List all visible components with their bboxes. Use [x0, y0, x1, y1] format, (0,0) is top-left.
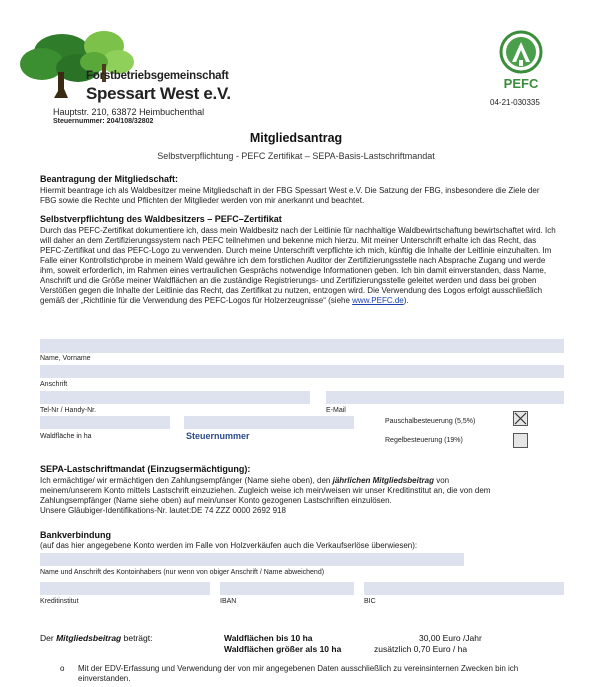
- bic-label: BIC: [364, 598, 376, 605]
- regel-label: Regelbesteuerung (19%): [385, 437, 463, 444]
- fee-intro: [40, 633, 152, 644]
- fee-row2-value: zusätzlich 0,70 Euro / ha: [374, 644, 468, 654]
- org-name-line1: Forstbetriebsgemeinschaft: [86, 70, 229, 82]
- pauschal-label: Pauschalbesteuerung (5,5%): [385, 418, 476, 425]
- org-tax-number: Steuernummer: 204/108/32802: [53, 118, 154, 125]
- sepa-text: [40, 476, 560, 516]
- name-field-2[interactable]: [40, 365, 564, 378]
- pefc-logo: [492, 30, 550, 94]
- fee-intro-a: Der: [40, 633, 57, 643]
- account-holder-field[interactable]: [40, 553, 464, 566]
- consent-text: Mit der EDV-Erfassung und Verwendung der von mir angegebenen Daten ausschließlich zu vereinsinternen Zwecken bin ich einverstanden.: [78, 664, 519, 683]
- selbstverpflichtung-text: [40, 226, 558, 306]
- fee-intro-c: beträgt:: [121, 633, 153, 643]
- phone-label: Tel-Nr / Handy-Nr.: [40, 407, 97, 414]
- steuernummer-label: Steuernummer: [186, 431, 250, 441]
- bank-heading: Bankverbindung: [40, 530, 112, 540]
- name-field[interactable]: [40, 339, 564, 353]
- sepa-line1-b: jährlichen Mitgliedsbeitrag: [332, 476, 434, 485]
- consent-bullet: o: [60, 664, 65, 673]
- bank-field[interactable]: [40, 582, 210, 595]
- phone-field[interactable]: [40, 416, 170, 429]
- fee-intro-b: Mitgliedsbeitrag: [56, 633, 122, 643]
- waldflaeche-field[interactable]: [184, 416, 354, 429]
- bic-field[interactable]: [364, 582, 564, 595]
- name-label: Name, Vorname: [40, 355, 91, 362]
- page-subtitle: Selbstverpflichtung - PEFC Zertifikat – SEPA-Basis-Lastschriftmandat: [157, 151, 435, 161]
- selbstverpflichtung-body: Durch das PEFC-Zertifikat dokumentiere ich, dass mein Waldbesitz nach der Leitlinie für nachhaltige Waldbewirtschaftung bewirtschaftet wird. Ich will daher an dem Zertifizierungssystem nach PEFC teilnehmen und bekenne mich hierzu. Mit meiner Unterschrift erhalte ich das Recht, das PEFC-Zertifikat und das PEFC-Logo zu verwenden. Durch meine Unterschrift verpflichte ich mich, künftig die Inhalte der Leitlinie einzuhalten. Im Falle einer Kontrollstichprobe in meinem Wald gewähre ich dem forstlichen Auditor der Zertifizierungsstelle nach Absprache Zugang und werde ihm, soweit erforderlich, im Rahmen eines vertraulichen Gesprächs notwendige Informationen geben. Ich bin damit einverstanden, dass Name, Anschrift und die Größe meiner Waldflächen an die zuständige Registrierungs- und Zertifizierungsstelle geleitet werden und dass bei groben Verstößen gegen die Inhalte der Leitlinie das Recht, das Zertifikat zu nutzen, entzogen wird. Die Verwendung des Logos erfolgt ausschließlich gemäß der „Richtlinie für die Verwendung des PEFC-Logos für Holzerzeugnisse“ (siehe: [40, 226, 556, 305]
- pefc-logo-text: PEFC: [503, 76, 539, 91]
- page-title: Mitgliedsantrag: [249, 131, 343, 145]
- pefc-link[interactable]: www.PEFC.de: [352, 296, 404, 305]
- address-field-2[interactable]: [326, 391, 564, 404]
- sepa-line2: meinem/unserem Konto mittels Lastschrift einzuziehen. Zugleich weise ich mein/weisen wir unser Kreditinstitut an, die von dem: [40, 486, 491, 495]
- regel-checkbox[interactable]: [513, 433, 528, 448]
- org-address: Hauptstr. 210, 63872 Heimbuchenthal: [53, 107, 205, 117]
- account-holder-label: Name und Anschrift des Kontoinhabers (nur wenn von obiger Anschrift / Name abweichend): [40, 569, 325, 576]
- sepa-line4: Unsere Gläubiger-Identifikations-Nr. lautet:DE 74 ZZZ 0000 2692 918: [40, 506, 286, 515]
- email-label: E-Mail: [326, 407, 346, 414]
- fee-row2-label: Waldflächen größer als 10 ha: [224, 644, 342, 654]
- address-label: Anschrift: [40, 381, 68, 388]
- fee-row1-value: 30,00 Euro /Jahr: [419, 633, 482, 643]
- iban-label: IBAN: [220, 598, 237, 605]
- checked-x-icon: [514, 412, 527, 425]
- beantragung-heading: Beantragung der Mitgliedschaft:: [40, 174, 179, 184]
- beantragung-text: Hiermit beantrage ich als Waldbesitzer meine Mitgliedschaft in der FBG Spessart West e.V. Die Satzung der FBG, insbesondere die Ziele der FBG sowie die Rechte und Pflichten der Mitglieder werden von mir anerkannt und beachtet.: [40, 186, 540, 205]
- pefc-code: 04-21-030335: [490, 98, 540, 107]
- bank-note: (auf das hier angegebene Konto werden im Falle von Holzverkäufen auch die Verkaufserlöse überwiesen):: [40, 541, 418, 550]
- sepa-line1-a: Ich ermächtige/ wir ermächtigen den Zahlungsempfänger (Name siehe oben), den: [40, 476, 333, 485]
- bank-label: Kreditinstitut: [40, 598, 79, 605]
- iban-field[interactable]: [220, 582, 354, 595]
- sepa-line1-c: von: [433, 476, 450, 485]
- fee-row1-label: Waldflächen bis 10 ha: [224, 633, 313, 643]
- waldflaeche-label: Waldfläche in ha: [40, 433, 92, 440]
- pauschal-checkbox[interactable]: [513, 411, 528, 426]
- sepa-line3: Zahlungsempfänger (Name siehe oben) auf mein/unser Konto gezogenen Lastschriften einzulösen.: [40, 496, 392, 505]
- sepa-heading: SEPA-Lastschriftmandat (Einzugsermächtigung):: [40, 464, 251, 474]
- selbstverpflichtung-end: ).: [403, 296, 409, 305]
- org-name-line2: Spessart West e.V.: [86, 84, 231, 103]
- selbstverpflichtung-heading: Selbstverpflichtung des Waldbesitzers – PEFC–Zertifikat: [40, 214, 282, 224]
- address-field[interactable]: [40, 391, 310, 404]
